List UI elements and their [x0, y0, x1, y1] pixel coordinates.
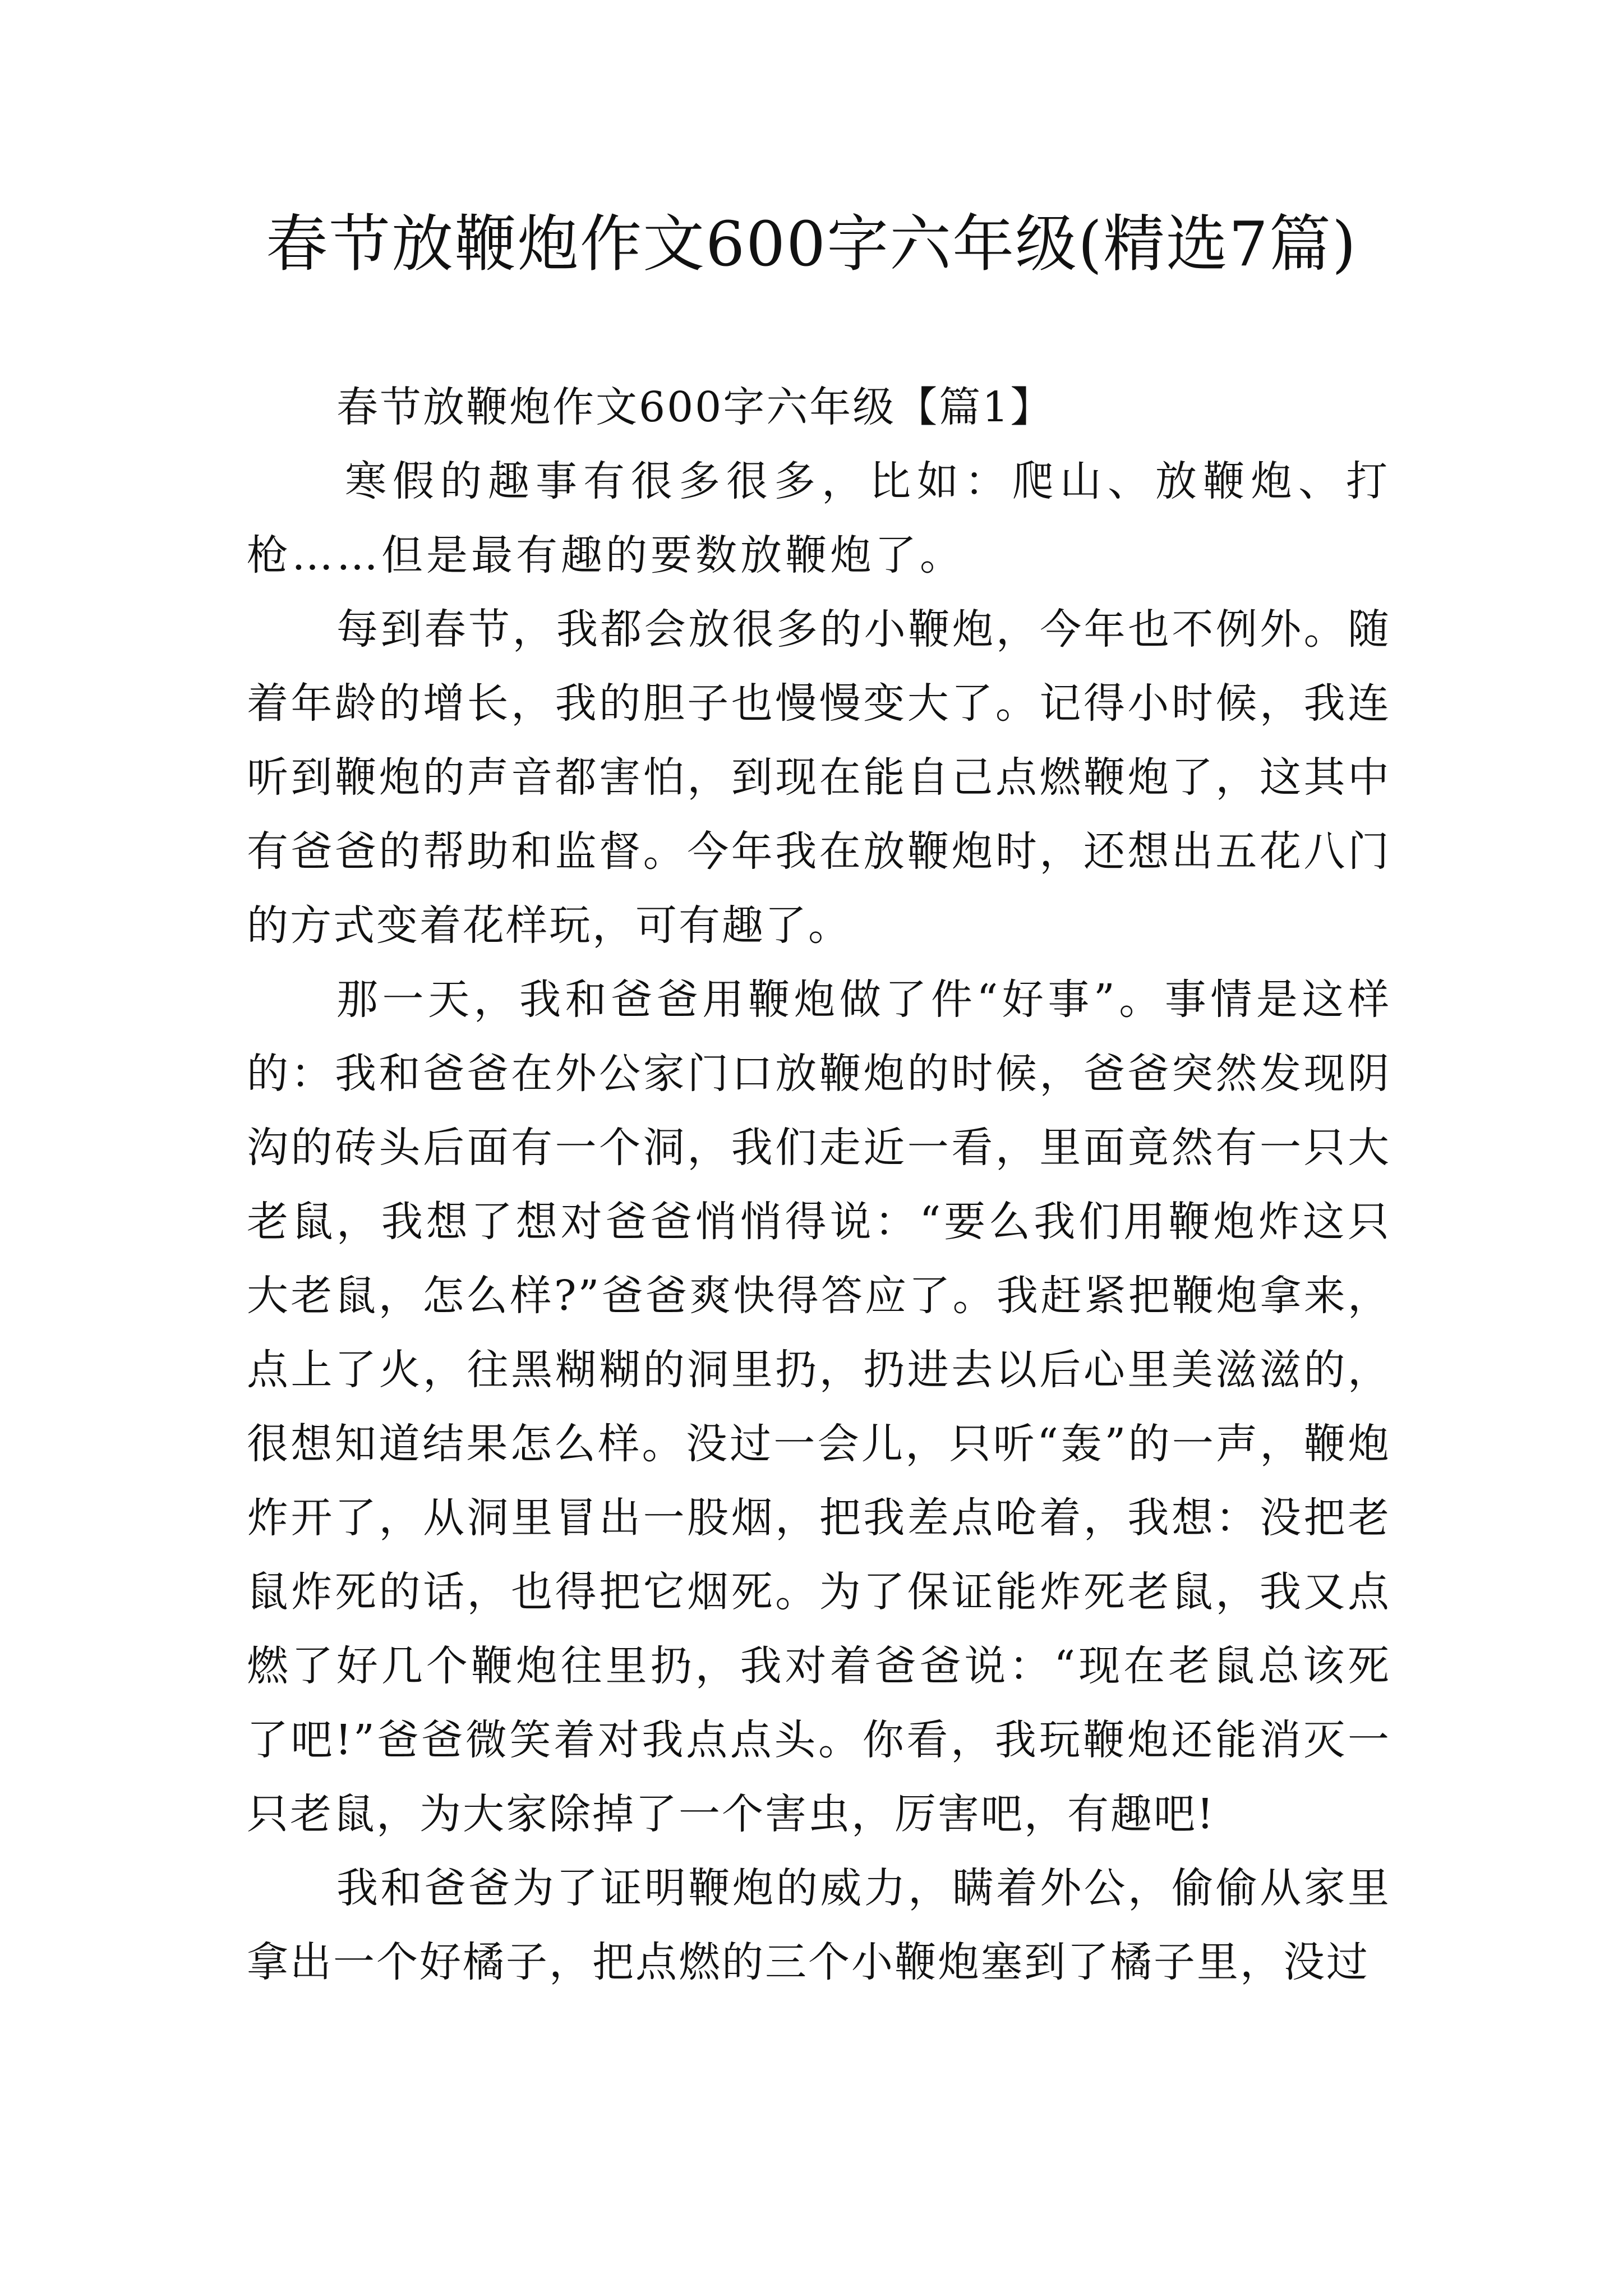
paragraph-4: 我和爸爸为了证明鞭炮的威力，瞒着外公，偷偷从家里拿出一个好橘子，把点燃的三个小鞭炮塞到了橘子里，没过 [247, 1864, 1391, 1986]
paragraph-3: 那一天，我和爸爸用鞭炮做了件“好事”。事情是这样的：我和爸爸在外公家门口放鞭炮的时候，爸爸突然发现阴沟的砖头后面有一个洞，我们走近一看，里面竟然有一只大老鼠，我想了想对爸爸悄悄得说：“要么我们用鞭炮炸这只大老鼠，怎么样?”爸爸爽快得答应了。我赶紧把鞭炮拿来，点上了火，往黑糊糊的洞里扔，扔进去以后心里美滋滋的，很想知道结果怎么样。没过一会儿，只听“轰”的一声，鞭炮炸开了，从洞里冒出一股烟，把我差点呛着，我想：没把老鼠炸死的话，也得把它烟死。为了保证能炸死老鼠，我又点燃了好几个鞭炮往里扔，我对着爸爸说：“现在老鼠总该死了吧!”爸爸微笑着对我点点头。你看，我玩鞭炮还能消灭一只老鼠，为大家除掉了一个害虫，厉害吧，有趣吧! [247, 976, 1391, 1838]
paragraph-2: 每到春节，我都会放很多的小鞭炮，今年也不例外。随着年龄的增长，我的胆子也慢慢变大了。记得小时候，我连听到鞭炮的声音都害怕，到现在能自己点燃鞭炮了，这其中有爸爸的帮助和监督。今年我在放鞭炮时，还想出五花八门的方式变着花样玩，可有趣了。 [247, 605, 1391, 950]
paragraph-1: 寒假的趣事有很多很多，比如：爬山、放鞭炮、打枪……但是最有趣的要数放鞭炮了。 [247, 457, 1391, 579]
document-body [247, 370, 1391, 1999]
section-heading: 春节放鞭炮作文600字六年级【篇1】 [336, 383, 1054, 431]
document-title: 春节放鞭炮作文600字六年级(精选7篇) [266, 208, 1357, 280]
